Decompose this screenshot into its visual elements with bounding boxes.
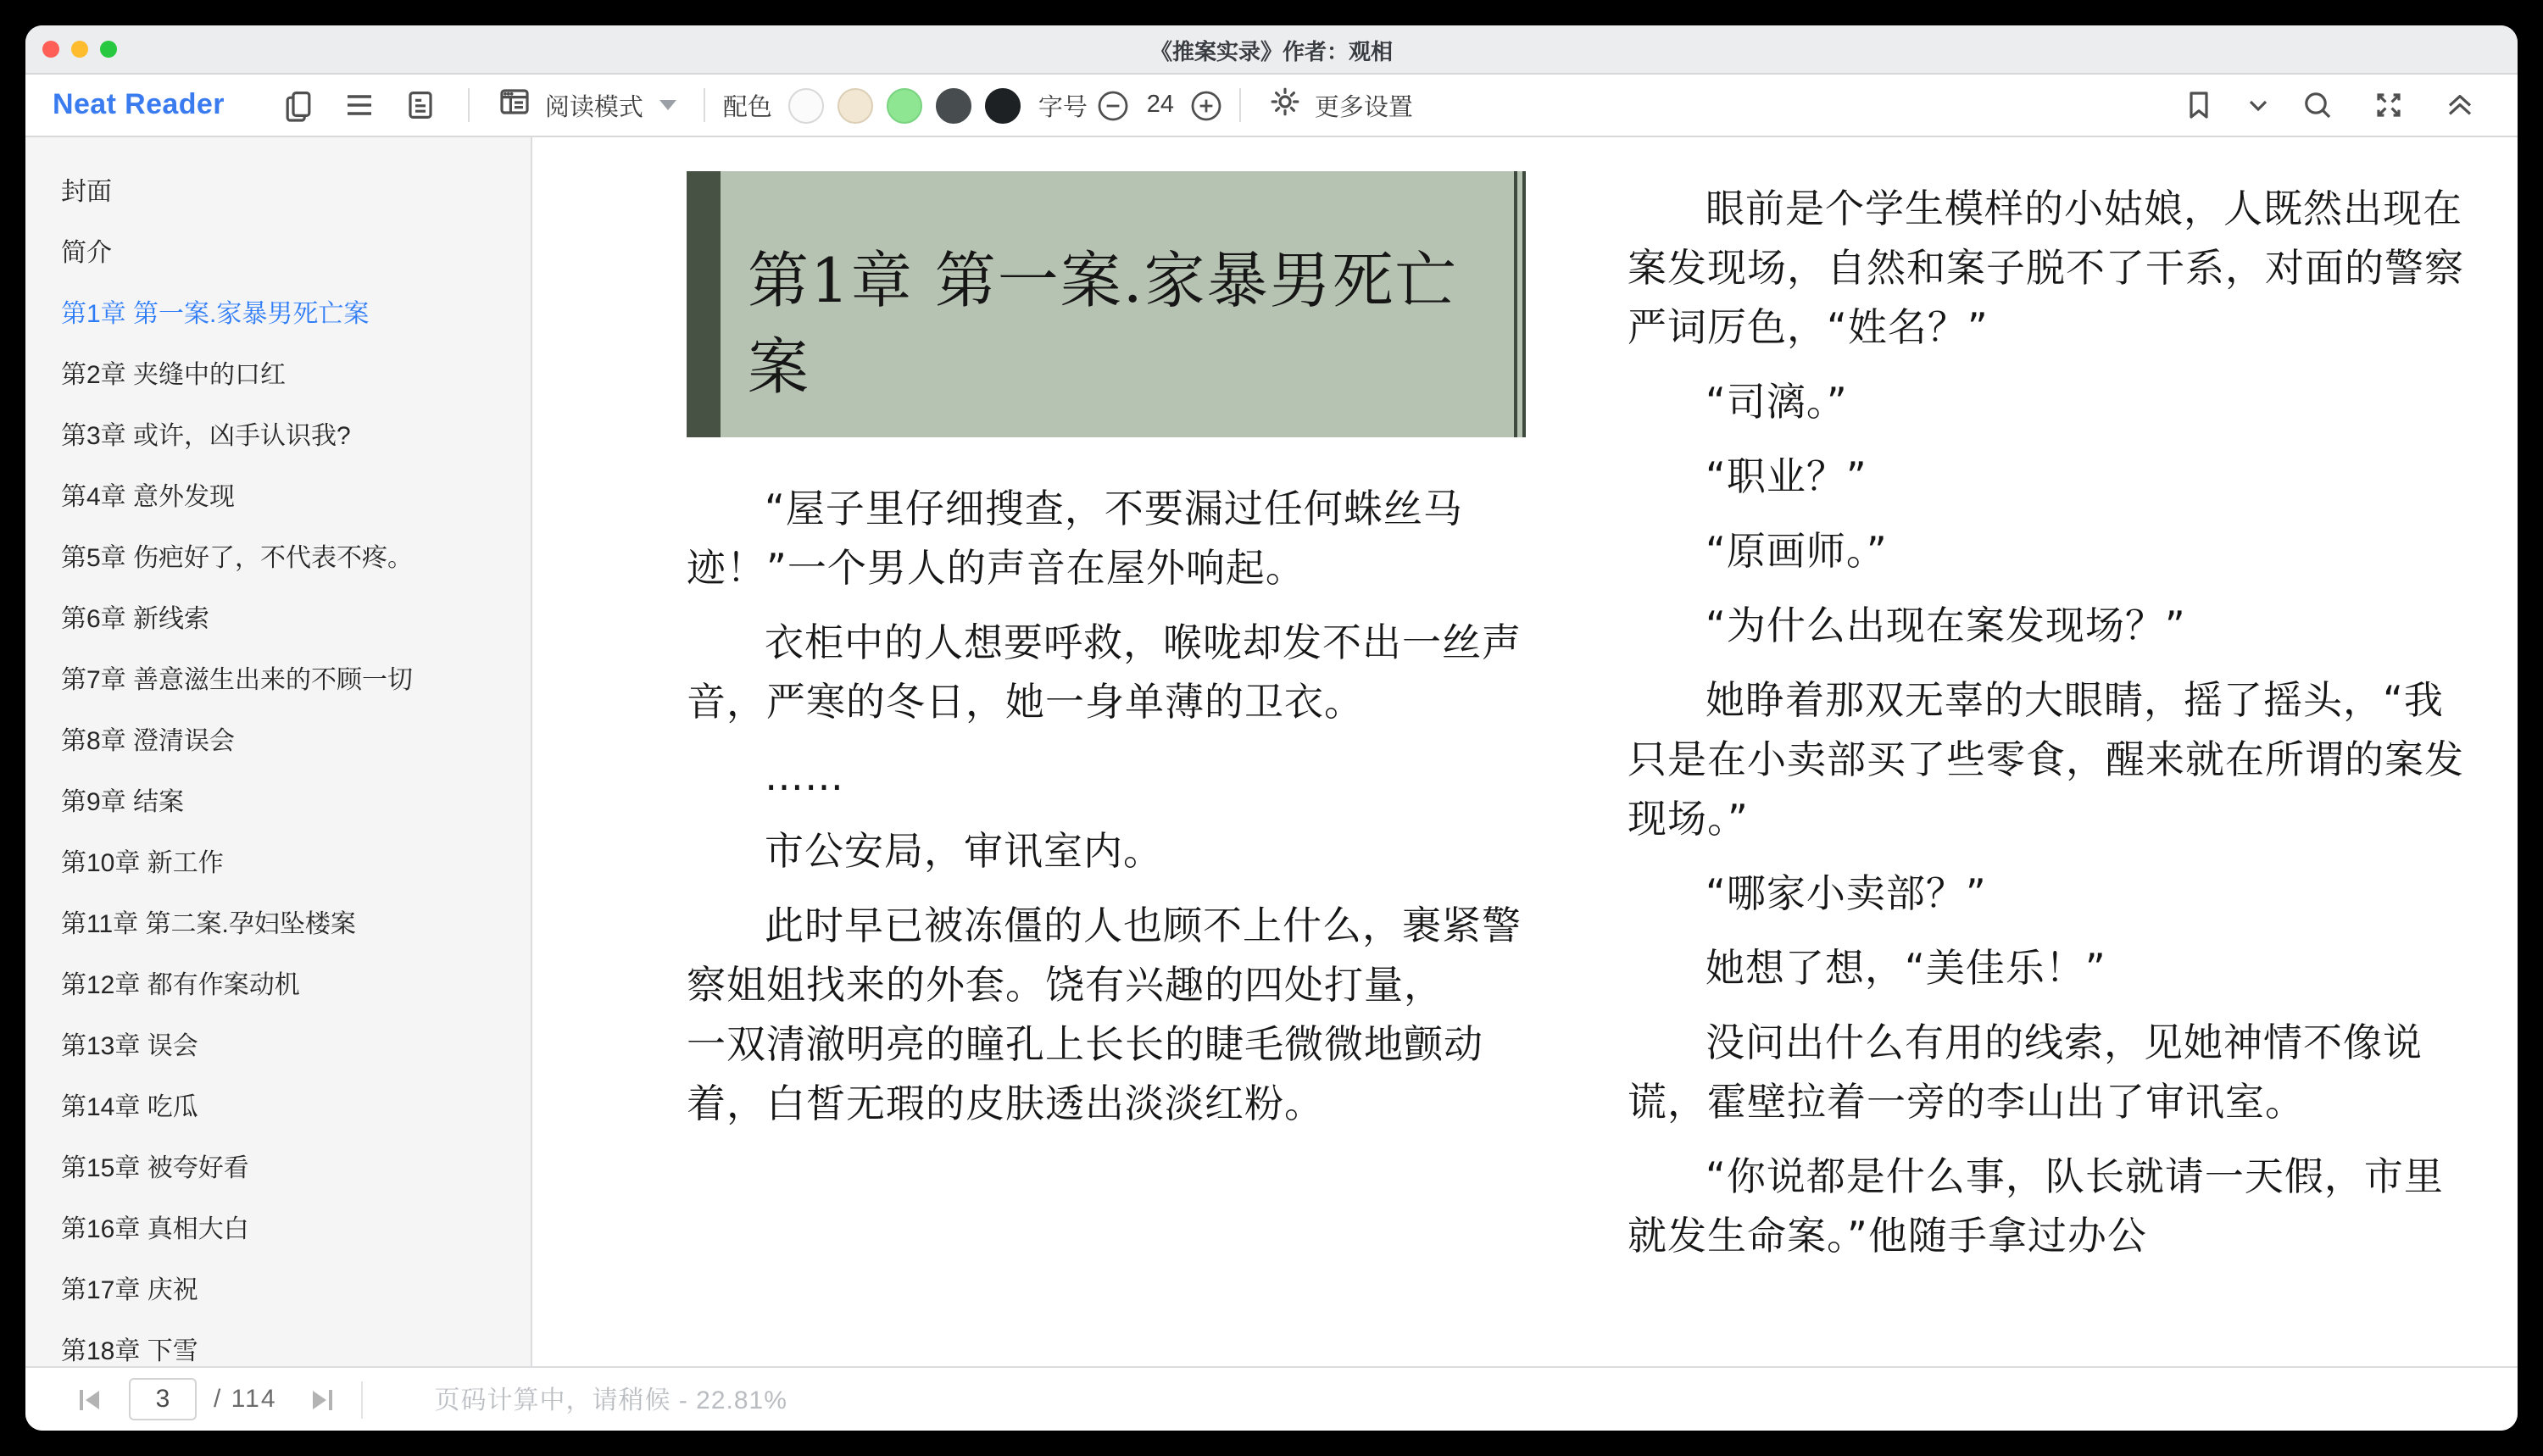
font-size-label: 字号 (1038, 94, 1088, 121)
sidebar-item[interactable]: 第14章 吃瓜 (61, 1092, 198, 1121)
next-page-icon[interactable] (301, 1377, 345, 1421)
color-scheme-label: 配色 (722, 94, 772, 121)
sidebar-item[interactable]: 第10章 新工作 (61, 848, 224, 877)
window-title: 《推案实录》作者：观相 (1149, 38, 1393, 64)
footer-bar (25, 1366, 2518, 1431)
reading-column-left (687, 171, 1526, 1366)
reading-mode-label: 阅读模式 (544, 94, 643, 121)
double-chevron-up-icon[interactable] (2429, 81, 2490, 129)
toolbar (25, 75, 2518, 137)
traffic-lights (42, 25, 117, 73)
more-settings-button[interactable] (1259, 84, 1423, 126)
theme-swatch[interactable] (888, 87, 923, 123)
notes-icon[interactable] (391, 81, 452, 129)
body-paragraph: 她睁着那双无辜的大眼睛，摇了摇头，“我只是在小卖部买了些零食，醒来就在所谓的案发现场。” (1628, 680, 2464, 842)
titlebar (25, 25, 2518, 75)
pagination-status: 页码计算中，请稍候 - 22.81% (434, 1387, 787, 1415)
toolbar-separator (469, 88, 470, 122)
body-paragraph: “你说都是什么事，队长就请一天假，市里就发生命案。”他随手拿过办公 (1628, 1156, 2444, 1259)
sidebar-item[interactable]: 第12章 都有作案动机 (61, 970, 300, 999)
fullscreen-icon[interactable] (2358, 81, 2419, 129)
font-size-value: 24 (1146, 92, 1174, 119)
sidebar-item[interactable]: 简介 (61, 238, 113, 267)
sidebar-item[interactable]: 第16章 真相大白 (61, 1214, 249, 1243)
sidebar-item[interactable]: 第3章 或许，凶手认识我? (61, 421, 351, 450)
reading-pane (532, 137, 2518, 1366)
app-window (25, 25, 2518, 1431)
body-paragraph: “职业？” (1706, 456, 1867, 500)
body-paragraph: “哪家小卖部？” (1706, 873, 1987, 917)
footer-separator (362, 1381, 364, 1418)
body-paragraph: “屋子里仔细搜查，不要漏过任何蛛丝马迹！”一个男人的声音在屋外响起。 (687, 488, 1463, 592)
body-paragraph: 此时早已被冻僵的人也顾不上什么，裹紧警察姐姐找来的外套。饶有兴趣的四处打量， 一双清澈明亮的瞳孔上长长的睫毛微微地颤动着，白皙无瑕的皮肤透出淡淡红粉。 (687, 905, 1522, 1127)
font-size-stepper (1098, 81, 1223, 129)
bookmark-chevron-down-icon[interactable] (2240, 81, 2277, 129)
sidebar-item[interactable]: 第11章 第二案.孕妇坠楼案 (61, 909, 356, 938)
reading-mode-icon (498, 84, 533, 126)
theme-swatch[interactable] (789, 87, 825, 123)
chapter-title: 第1章 第一案.家暴男死亡案 (748, 247, 1458, 403)
chevron-down-icon (660, 100, 677, 110)
sidebar-item[interactable]: 第6章 新线索 (61, 604, 210, 633)
more-settings-label: 更多设置 (1314, 94, 1413, 121)
body-paragraph: 市公安局，审讯室内。 (765, 831, 1163, 875)
body-paragraph: “原画师。” (1706, 531, 1888, 575)
right-paragraphs (1628, 181, 2467, 1268)
page-total: / 114 (214, 1385, 277, 1414)
gear-icon (1269, 84, 1303, 126)
theme-swatches (789, 87, 1021, 123)
sidebar-item[interactable]: 封面 (61, 177, 113, 206)
sidebar-item[interactable]: 第7章 善意滋生出来的不顾一切 (61, 665, 414, 694)
body-paragraph: “司漓。” (1706, 381, 1848, 425)
brand-logo: Neat Reader (53, 88, 225, 120)
sidebar-item[interactable]: 第8章 澄清误会 (61, 726, 236, 755)
body-paragraph: 没问出什么有用的线索，见她神情不像说谎，霍壁拉着一旁的李山出了审讯室。 (1628, 1022, 2423, 1125)
body-paragraph: …… (765, 756, 844, 800)
body-paragraph: “为什么出现在案发现场？” (1706, 605, 2186, 649)
close-window-button[interactable] (42, 41, 59, 58)
body-paragraph: 她想了想，“美佳乐！” (1706, 948, 2106, 992)
toolbar-separator (704, 88, 706, 122)
bookmark-icon[interactable] (2168, 81, 2229, 129)
main-area (25, 137, 2518, 1366)
sidebar-item[interactable]: 第5章 伤疤好了，不代表不疼。 (61, 543, 414, 572)
minus-circle-icon[interactable] (1098, 81, 1130, 129)
sidebar-item[interactable]: 第4章 意外发现 (61, 482, 236, 511)
sidebar-item[interactable]: 第9章 结案 (61, 787, 185, 816)
body-paragraph: 眼前是个学生模样的小姑娘，人既然出现在案发现场，自然和案子脱不了干系，对面的警察严词厉色，“姓名？” (1628, 188, 2464, 351)
sidebar-item[interactable]: 第18章 下雪 (61, 1337, 198, 1365)
theme-swatch[interactable] (937, 87, 972, 123)
theme-swatch[interactable] (986, 87, 1021, 123)
sidebar-item[interactable]: 第13章 误会 (61, 1031, 198, 1060)
theme-swatch[interactable] (838, 87, 874, 123)
page-number-input[interactable] (129, 1378, 197, 1420)
reading-mode-dropdown[interactable] (487, 84, 687, 126)
sidebar-item[interactable]: 第17章 庆祝 (61, 1275, 198, 1304)
prev-page-icon[interactable] (68, 1377, 112, 1421)
body-paragraph: 衣柜中的人想要呼救，喉咙却发不出一丝声音，严寒的冬日，她一身单薄的卫衣。 (687, 622, 1522, 725)
toc-list-icon[interactable] (330, 81, 391, 129)
chapter-title-box (687, 171, 1526, 437)
toolbar-right-group (2168, 81, 2490, 129)
left-paragraphs (687, 481, 1526, 1136)
zoom-window-button[interactable] (100, 41, 117, 58)
plus-circle-icon[interactable] (1191, 81, 1223, 129)
toolbar-separator (1240, 88, 1242, 122)
search-icon[interactable] (2287, 81, 2348, 129)
reading-column-right (1628, 171, 2467, 1366)
toc-sidebar (25, 137, 532, 1366)
sidebar-item[interactable]: 第2章 夹缝中的口红 (61, 360, 287, 389)
sidebar-item[interactable]: 第15章 被夸好看 (61, 1153, 249, 1182)
copy-pages-icon[interactable] (269, 81, 330, 129)
minimize-window-button[interactable] (71, 41, 88, 58)
sidebar-item[interactable]: 第1章 第一案.家暴男死亡案 (61, 299, 370, 328)
